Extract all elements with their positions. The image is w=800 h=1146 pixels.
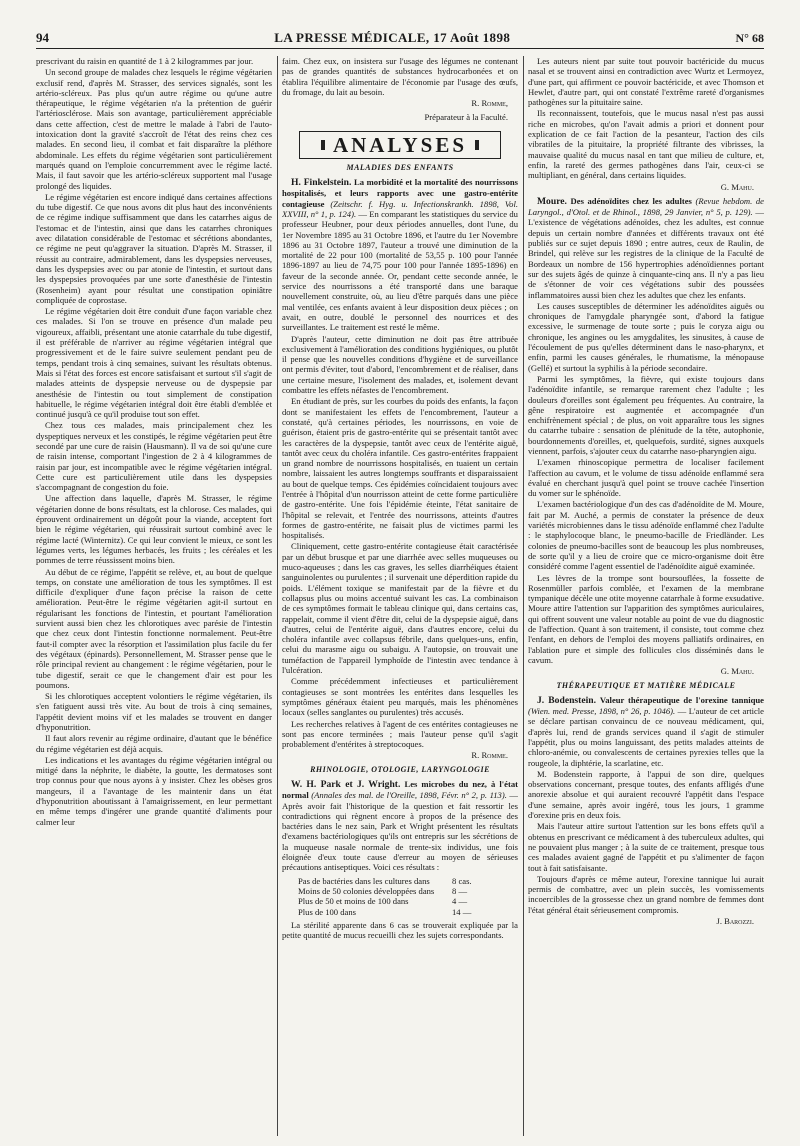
row-label: Pas de bactéries dans les cultures dans: [298, 875, 430, 886]
section-heading: THÉRAPEUTIQUE ET MATIÈRE MÉDICALE: [556, 680, 736, 690]
paragraph: Au début de ce régime, l'appétit se relève, et, au bout de quelque temps, on constate une amélioration de tous les symptômes. Il est difficile d'expliquer d'une façon précise la raison de cette amélioration. Peut-être le régime végétarien agit-il surtout en régularisant les fonctions de l'intestin, et pourtant l'amélioration survient aussi bien chez les chlorotiques avec parésie de l'intestin que chez ceux dont l'intestin fonctionne normalement. Peut-être faut-il compter avec la résorption et l'assimilation plus facile du fer des végétaux (épinards). Personnellement, M. Strasser pense que le rôle principal revient au changement : le régime végétarien, pour le tube digestif, serait ce que le changement d'air est pour les poumons.: [36, 566, 272, 690]
paragraph: Cliniquement, cette gastro-entérite contagieuse était caractérisée par un début brusque et par une diarrhée avec selles muqueuses ou muco-aqueuses ; dans les cas graves, les selles diarrhéiques étaient sanguinolentes ou purulentes ; il survenait une déperdition rapide du poids. L'élément toxique se manifestait par de la fièvre et du collapsus plus ou moins accentué suivant les cas. La combinaison de ces symptômes formait le tableau clinique qui, dans certains cas, rappelait, comme il vient d'être dit, celui de la dyspepsie aiguë, dans d'autres, celui de l'entérite aiguë, dans d'autres encore, celui du choléra infantile avec collapsus fébrile, dans quelques-uns, enfin, celui du marasme aigu ou subaigu. A l'autopsie, on trouvait une tuméfaction de l'appareil lymphoïde de l'intestin avec tendance à l'ulcération.: [282, 541, 518, 676]
paragraph: Chez tous ces malades, mais principalement chez les dyspeptiques nerveux et les constipés, le régime végétarien peut être secondé par une cure de raisin (Hausmann). Il va de soi qu'une cure de raisin intense, comportant l'ingestion de 2 à 4 kilogrammes de raisin par jour, est incompatible avec le régime végétarien intégral. Cette cure est particulièrement utile dans les dyspepsies s'accompagnant de congestion du foie.: [36, 420, 272, 493]
issue-number: N° 68: [735, 31, 764, 45]
paragraph: M. Bodenstein rapporte, à l'appui de son dire, quelques observations concernant, presque toutes, des enfants affligés d'une anorexie absolue et qui auraient recouvré l'appétit dans l'espace d'une semaine, après avoir ingéré, tous les jours, 1 gramme d'orexine pris en deux fois.: [528, 768, 764, 821]
abstract-header: [282, 779, 518, 873]
row-value: 4 —: [452, 896, 468, 907]
paragraph: Toujours d'après ce même auteur, l'orexine tannique lui aurait permis de combattre, avec un plein succès, les vomissements incoercibles de la grossesse chez un grand nombre de femmes dont l'état général était sérieusement compromis.: [528, 873, 764, 915]
abstract-author: W. H. Park et J. Wright.: [291, 779, 401, 790]
paragraph: L'examen bactériologique d'un des cas d'adénoïdite de M. Moure, fait par M. Auché, a permis de constater la présence de deux variétés microbiennes dans le tissu adénoïde enflammé chez l'adulte : le staphylocoque blanc, le pneumo-bacille de Friedländer. Les colonies de pneumo-bacilles sont de beaucoup les plus nombreuses, de sorte qu'il y a lieu de croire que ce micro-organisme doit être considéré comme l'agent essentiel de l'adénoïdite aiguë examinée.: [528, 499, 764, 572]
abstract-author: H. Finkelstein.: [291, 177, 352, 189]
signature: G. Mahu.: [720, 666, 754, 677]
row-label: Plus de 100 dans: [298, 906, 357, 917]
paragraph: Les auteurs nient par suite tout pouvoir bactéricide du mucus nasal et se trouvent ainsi en contradiction avec Wurtz et Lermoyez, d'une part, qui affirment ce pouvoir bactéricide, et avec Thomson et Hewlet, d'autre part, qui ont constaté l'extrême rareté d'organismes pathogènes sur la pituitaire saine.: [528, 56, 764, 108]
paragraph: Une affection dans laquelle, d'après M. Strasser, le régime végétarien donne de bons résultats, est la chlorose. Ces malades, qui éprouvent ordinairement un dégoût pour la viande, acceptent fort bien le régime végétarien, qui réussirait surtout combiné avec le régime lacté (Winternitz). Ce qui leur convient le mieux, ce sont les légumes verts, les légumes herbacés, les fruits ; les céréales et les pommes de terre réussissent moins bien.: [36, 493, 272, 566]
signature: J. Barozzi.: [716, 916, 754, 927]
abstract-author: J. Bodenstein.: [537, 694, 596, 706]
abstract-header: [528, 196, 764, 300]
paragraph: Le régime végétarien est encore indiqué dans certaines affections du tube digestif. Ce que nous avons dit plus haut des inconvénients de ce régime indique suffisamment que dans les catarrhes aigus de l'estomac et de l'intestin, ainsi que dans les catarrhes chroniques avec dilatation considérable de l'estomac et sécrétions abondantes, ce régime ne peut qu'aggraver la situation. D'après M. Strasser, il réussit au contraire, admirablement, dans les dyspepsies nerveuses, dans les dyspepsies avec ou par atonie de l'intestin, et surtout dans les dyspepsies provoquées par une sorte d'anesthésie de l'intestin (Rosenheim) ayant pour résultat une constipation opiniâtre compliquée de coprostase.: [36, 191, 272, 305]
section-heading: MALADIES DES ENFANTS: [346, 162, 454, 172]
signature: R. Romme,: [471, 98, 508, 109]
paragraph: prescrivant du raisin en quantité de 1 à 2 kilogrammes par jour.: [36, 56, 254, 66]
abstract-title: Valeur thérapeutique de l'orexine tannique: [599, 694, 764, 705]
paragraph: — L'auteur de cet article se déclare partisan convaincu de ce nouveau médicament, qui, d'après lui, rend de grands services quand il s'agit de stimuler l'appétit, plus ou moins languissant, des petits malades atteints de chloro-anémie, ou convalescents de certaines pyrexies telles que la rougeole, la diphtérie, la scarlatine, etc.: [528, 706, 764, 768]
abstract-title: La morbidité et la mortalité des nourrissons hospitalisés, et leurs rapports avec une gastro-entérite contagieuse: [282, 177, 518, 209]
paragraph: L'examen rhinoscopique permettra de localiser facilement l'affection au cavum, et le volume de tissu adénoïde enflammé sera évalué en cherchant jusqu'à quel point se trouve cachée l'insertion du vomer sur le sphénoïde.: [528, 457, 764, 499]
abstract-reference: (Revue hebdom. de Laryngol., d'Otol. et de Rhinol., 1898, 29 Janvier, n° 5, p. 129).: [528, 195, 764, 218]
abstract-title: Les microbes du nez, à l'état normal: [282, 779, 518, 801]
paragraph: Ils reconnaissent, toutefois, que le mucus nasal n'est pas aussi riche en microbes, qu'on l'avait admis a priori et donnent pour explication de ce fait l'action de la pesanteur, l'action des cils vibratiles de la pituitaire, la propriété filtrante des vibrisses, la mauvaise qualité du mucus nasal en tant que milieu de culture, et, enfin, la rareté des germes pathogènes dans l'air, ceux-ci se multipliant, en général, dans certains liquides.: [528, 108, 764, 181]
row-value: 14 —: [452, 906, 472, 917]
abstract-title: Des adénoïdites chez les adultes: [570, 195, 692, 206]
paragraph: Si les chlorotiques acceptent volontiers le régime végétarien, ils s'en fatiguent aussi très vite. Au bout de trois à cinq semaines, l'appétit devient moins vif et les malades se trouvent en danger d'hyponutrition.: [36, 691, 272, 732]
paragraph: Les indications et les avantages du régime végétarien intégral ou mitigé dans la néphrite, le diabète, la goutte, les dermatoses sont trop connus pour que nous ayons à y insister. Chez les obèses gros mangeurs, il a l'avantage de les maintenir dans un état d'hyponutrition aboutissant à l'amaigrissement, en leur permettant en même temps d'ingérer une grande quantité d'aliments pour calmer leur: [36, 754, 272, 827]
paragraph: — L'existence de végétations adénoïdes, chez les adultes, est connue depuis un certain nombre d'années et différents travaux ont été publiés sur ce sujet depuis 1890 ; entre autres, ceux de Raulin, de Brindel, qui relève sur les registres de la clinique de la Faculté de Bordeaux un nombre de 156 hypertrophies adénoïdiennes portant sur des sujets âgés de quinze à cinquante-cinq ans. Il n'y a pas lieu de s'étonner de voir ces végétations subir des poussées inflammatoires aussi bien chez les adultes que chez les enfants.: [528, 207, 764, 300]
abstract-reference: (Zeitschr. f. Hyg. u. Infectionskrankh. 1898, Vol. XXVIII, n° 1, p. 124).: [282, 198, 518, 219]
abstract-reference: (Annales des mal. de l'Oreille, 1898, Févr. n° 2, p. 113).: [311, 790, 507, 801]
table-row: [298, 876, 498, 886]
row-value: 8 cas.: [452, 875, 472, 886]
paragraph: — En comparant les statistiques du service du professeur Heubner, pour deux périodes annuelles, dont l'une, du 1er Novembre 1895 au 31 Octobre 1896, et l'autre du 1er Novembre 1896 au 31 Octobre 1897, l'auteur a trouvé une diminution de la mortalité de 22 pour 100 (mortalité de 53,55 p. 100 pour l'année 1896-1897 au lieu de 74,75 pour 100 pour l'année 1895-1896) en faveur de la seconde année. Or, pendant cette seconde année, le service des nourrissons a été transporté dans une baraque nouvellement construite, où, au lieu d'être parqués dans une pièce mal ventilée, ces enfants avaient à leur disposition deux pièces ; on avait, en outre, doublé le personnel des nourrices et des surveillantes. Le traitement est resté le même.: [282, 208, 518, 333]
abstract-reference: (Wien. med. Presse, 1898, n° 26, p. 1046).: [528, 706, 676, 717]
column-left: [36, 56, 272, 1136]
table-row: [298, 886, 498, 896]
paragraph: Comme précédemment infectieuses et particulièrement contagieuses se sont montrées les entérites dans lesquelles les symptômes généraux étaient peu marqués, mais les phénomènes locaux (selles sanglantes ou purulentes) très accusés.: [282, 676, 518, 718]
paragraph: En étudiant de près, sur les courbes du poids des enfants, la façon dont se manifestaient les effets de l'encombrement, l'auteur a constaté, qu'à certaines périodes, les nourrissons, en voie de guérison, étaient pris de gastro-entérite qui se présentait tantôt avec les caractères de la dyspepsie, tantôt avec ceux de l'entérite aiguë, tantôt avec ceux du choléra infantile. Ces gastro-entérites frappaient un grand nombre de nourrissons hospitalisés, en tuaient un certain nombre, laissaient les autres longtemps souffrants et disparaissaient au bout de quelque temps. Ces épidémies coïncidaient toujours avec l'entrée à l'hôpital d'un nourrisson atteint de cette forme particulière de gastro-entérite. Une fois l'épidémie éteinte, l'état sanitaire de l'hôpital se relevait, et l'entrée des nourrissons, atteints d'autres formes de gastro-entérite, ne faisait plus de victimes parmi les hospitalisés.: [282, 396, 518, 541]
row-label: Moins de 50 colonies développées dans: [298, 885, 435, 896]
paragraph: Mais l'auteur attire surtout l'attention sur les bons effets qu'il a obtenus en prescrivant ce médicament à des tuberculeux adultes, qui ne pouvaient plus manger ; à la suite de ce traitement, presque tous ces malades avaient gagné de l'appétit et pu s'alimenter de façon tout à fait satisfaisante.: [528, 821, 764, 873]
column-middle: [282, 56, 518, 1136]
abstract-header: [282, 177, 518, 332]
paragraph: Le régime végétarien doit être conduit d'une façon variable chez ces malades. Si l'on se trouve en présence d'un malade peu vigoureux, affaibli, présentant une atonie catarrhale du tube digestif, il est préférable de n'arriver au régime végétarien intégral que progressivement et de le faire suivre seulement pendant peu de temps, pendant trois à cinq semaines, suivant les résultats obtenus. Mais si l'état des forces est encore satisfaisant et surtout s'il s'agit de malades atteints de dyspepsie nerveuse ou de dyspepsie par anesthésie de l'intestin ou tout simplement de constipation habituelle, le régime végétarien intégral doit être établi d'emblée et continué jusqu'à ce qu'il produise tout son effet.: [36, 306, 272, 420]
paragraph: Les recherches relatives à l'agent de ces entérites contagieuses ne sont pas encore terminées ; mais l'auteur pense qu'il s'agit probablement d'entérites à streptocoques.: [282, 718, 518, 750]
paragraph: Parmi les symptômes, la fièvre, qui existe toujours dans l'adénoïdite infantile, se remarque rarement chez l'adulte ; les douleurs d'oreilles sont également peu fréquentes. Au contraire, la gêne respiratoire est augmentée et accompagnée d'un enchifrènement spécial ; de plus, on voit apparaître tous les signes du catarrhe tubaire : sensation de plénitude de la tête, autophonie, bourdonnements d'oreilles, et, quelquefois, surdité, signes auxquels viennent, parfois, s'ajouter ceux du catarrhe naso-pharyngien aigu.: [528, 373, 764, 456]
journal-title: LA PRESSE MÉDICALE, 17 Août 1898: [274, 30, 511, 45]
signature-role: Préparateur à la Faculté.: [424, 112, 508, 123]
paragraph: Les causes susceptibles de déterminer les adénoïdites aiguës ou chroniques de l'amygdale pharyngée sont, d'abord la fatigue excessive, le surmenage de toute sorte ; puis le coryza aigu ou chronique, les angines ou les amygdalites, les sinusites, à cause de l'écoulement de pus qu'elles déterminent dans le naso-pharynx, et enfin, parmi les causes générales, le rhumatisme, la ménopause (Gellé) et surtout la syphilis à la période secondaire.: [528, 300, 764, 373]
abstract-header: [528, 695, 764, 768]
row-label: Plus de 50 et moins de 100 dans: [298, 896, 409, 907]
abstract-author: Moure.: [537, 195, 567, 207]
section-banner-label: ANALYSES: [321, 140, 479, 150]
row-value: 8 —: [452, 885, 468, 896]
paragraph: La stérilité apparente dans 6 cas se trouverait expliquée par la petite quantité de mucus recueilli chez les sujets correspondants.: [282, 919, 518, 941]
paragraph: Un second groupe de malades chez lesquels le régime végétarien exclusif rend, d'après M. Strasser, des services signalés, sont les artério-scléreux. Pas plus qu'un autre régime ou qu'une autre thérapeutique, le régime végétarien n'a la prétention de guérir l'artériosclérose. Mais son avantage, particulièrement appréciable dans cette affection, c'est de mettre le malade à l'abri de l'auto-intoxication dont la gravité s'accroît de l'état des reins chez ces malades. En second lieu, il combat et fait disparaître la pléthore abdominale. Les effets du régime végétarien sont particulièrement marqués quand on l'emploie concurremment avec le régime lacté. Mais, il faut savoir que les artério-scléreux supportent mal l'usage prolongé des liquides.: [36, 67, 272, 191]
paragraph: D'après l'auteur, cette diminution ne doit pas être attribuée exclusivement à l'amélioration des conditions hygiéniques, ou plutôt il pense que les nouvelles conditions d'hygiène et de surveillance ont permis d'éviter, tout d'abord, l'encombrement et de réaliser, dans une certaine mesure, l'isolement des malades, et, isolement devant combattre les effets néfastes de l'encombrement.: [282, 333, 518, 396]
table-row: [298, 907, 498, 917]
paragraph: Il faut alors revenir au régime ordinaire, d'autant que le bénéfice du régime végétarien est déjà acquis.: [36, 733, 272, 754]
table-row: [298, 896, 498, 906]
paragraph: Les lèvres de la trompe sont boursouflées, la fossette de Rosenmüller parfois comblée, et l'examen de la membrane tympanique décèle une otite moyenne catarrhale à forme exsudative. Moure attire l'attention sur l'apparition des symptômes auriculaires, qui offrent souvent une valeur notable au point de vue du diagnostic de l'affection. Quant à son traitement, il consiste, tout comme chez l'enfant, en dehors de l'emploi des moyens palliatifs ordinaires, en l'ablation pure et simple des follicules clos disséminés dans le cavum.: [528, 572, 764, 665]
section-heading: RHINOLOGIE, OTOLOGIE, LARYNGOLOGIE: [310, 764, 490, 774]
page-header: [36, 30, 764, 49]
column-right: [528, 56, 764, 1136]
page-number: 94: [36, 30, 49, 45]
paragraph: — Après avoir fait l'historique de la question et fait ressortir les contradictions qui règnent encore à propos de la présence des bactéries dans le nez sain, Park et Wright présentent les résultats d'examens bactériologiques qu'ils ont entrepris sur les sécrétions de la muqueuse nasale normale de trente-six individus, une fois éloignée d'eux toute cause d'erreur au moyen de sérieuses précautions antiseptiques. Voici ces résultats :: [282, 790, 518, 873]
section-banner: [299, 131, 501, 159]
paragraph: faim. Chez eux, on insistera sur l'usage des légumes ne contenant pas de grandes quantités de substances hydrocarbonées et on établira l'équilibre alimentaire de l'économie par l'usage des œufs, du fromage, du lait au besoin.: [282, 56, 518, 97]
results-table: [298, 876, 518, 917]
signature: R. Romme.: [471, 750, 508, 761]
signature: G. Mahu.: [720, 181, 754, 192]
column-rule: [523, 56, 524, 1136]
column-rule: [277, 56, 278, 1136]
three-column-body: [36, 56, 764, 1136]
